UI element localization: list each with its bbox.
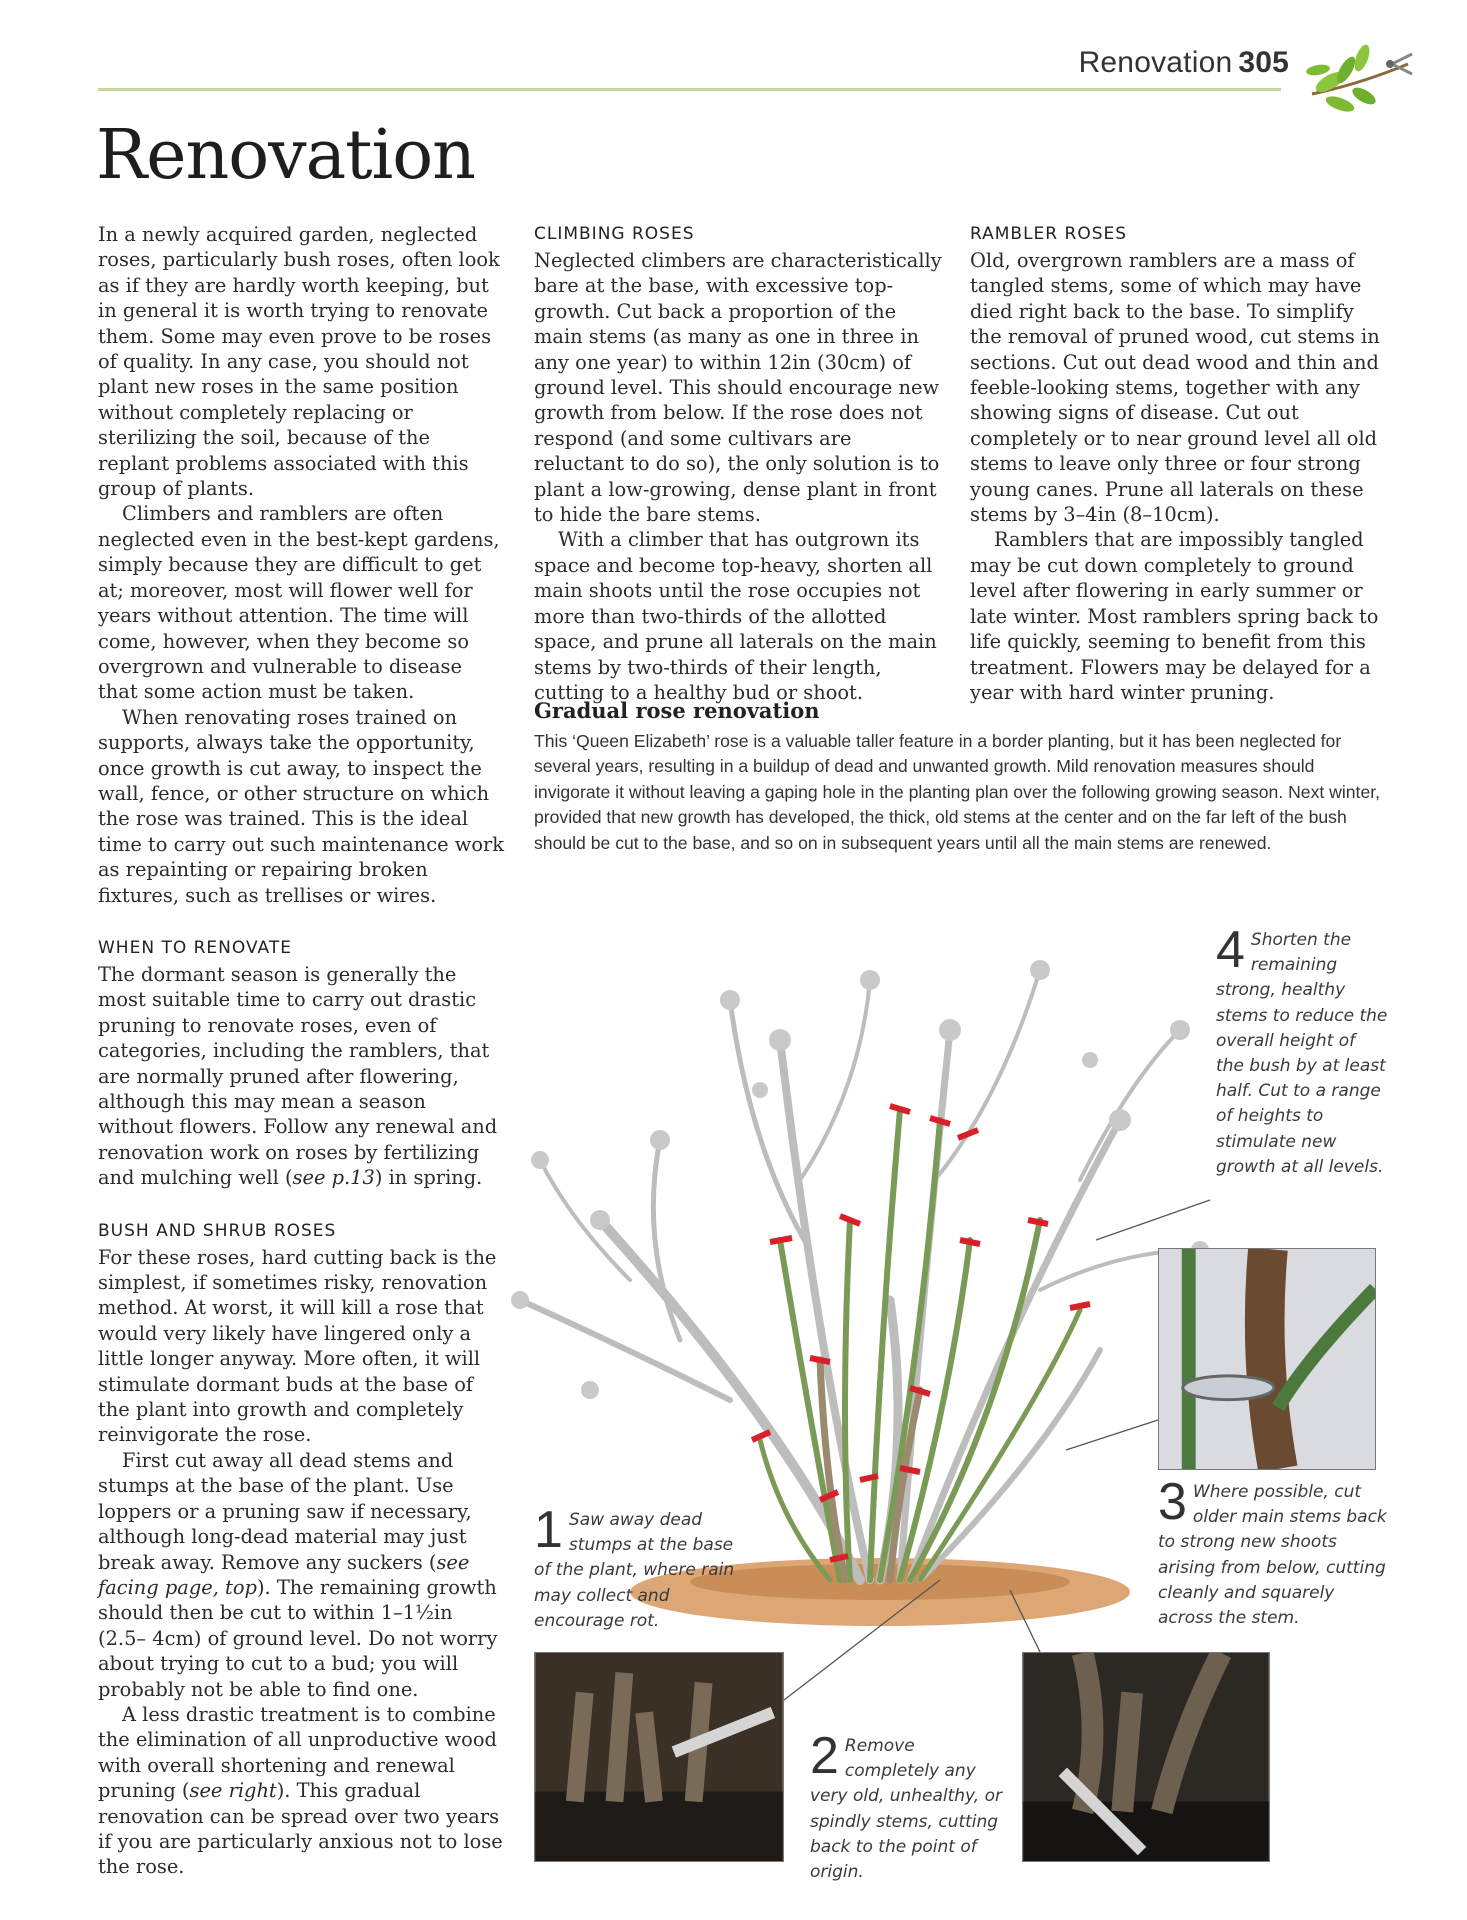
photo-saw-stumps xyxy=(534,1652,784,1862)
column-2 xyxy=(534,222,944,705)
step-2-callout xyxy=(810,1727,1010,1885)
step-number: 3 xyxy=(1158,1473,1187,1531)
climbing-paragraph-1: Neglected climbers are characteristically bare at the base, with excessive top-growth. Cut back a proportion of the main stems (as many as one in three in any one year) to within 12in (30cm) of ground level. This should encourage new growth from below. If the rose does not respond (and some cultivars are reluctant to do so), the only solution is to plant a low-growing, dense plant in front to hide the bare stems. xyxy=(534,249,942,527)
step-4-callout xyxy=(1216,921,1388,1180)
bush-paragraph-2: First cut away all dead stems and stumps at the base of the plant. Use loppers or a pruning saw if necessary, although long-dead material may just break away. Remove any suckers (see facing page, top). The remaining growth should then be cut to within 1–1½in (2.5– 4cm) of ground level. Do not worry about trying to cut to a bud; you will probably not be able to find one. xyxy=(98,1448,498,1701)
step-number: 4 xyxy=(1216,921,1245,979)
intro-paragraph-1: In a newly acquired garden, neglected roses, particularly bush roses, often look as if they are hardly worth keeping, but in general it is worth trying to renovate them. Some may even prove to be roses of quality. In any case, you should not plant new roses in the same position without completely replacing or sterilizing the soil, because of the replant problems associated with this group of plants. xyxy=(98,223,500,501)
cross-reference: see facing page, top xyxy=(98,1550,470,1599)
bush-paragraph-3: A less drastic treatment is to combine the elimination of all unproductive wood with overall shortening and renewal pruning (see right). This gradual renovation can be spread over two years if you are particularly anxious not to lose the rose. xyxy=(98,1702,503,1879)
photo-cut-above-shoot xyxy=(1158,1248,1376,1470)
cross-reference: see right xyxy=(189,1779,277,1803)
header-rule xyxy=(98,88,1281,91)
bush-shrub-roses-heading: BUSH AND SHRUB ROSES xyxy=(98,1220,337,1241)
leaf-sprig-icon xyxy=(1300,34,1420,130)
intro-paragraph-3: When renovating roses trained on supports, always take the opportunity, once growth is cut away, to inspect the wall, fence, or other structure on which the rose was trained. This is the ideal time to carry out such maintenance work as repainting or repairing broken fixtures, such as trellises or wires. xyxy=(98,705,505,907)
rambler-paragraph-1: Old, overgrown ramblers are a mass of tangled stems, some of which may have died right back to the base. To simplify the removal of pruned wood, cut stems in sections. Cut out dead wood and thin and feeble-looking stems, together with any showing signs of disease. Cut out completely or to near ground level all old stems to leave only three or four strong young canes. Prune all laterals on these stems by 3–4in (8–10cm). xyxy=(970,249,1380,527)
climbing-roses-heading: CLIMBING ROSES xyxy=(534,224,695,244)
photo-remove-old-stem xyxy=(1022,1652,1270,1862)
feature-caption: This ‘Queen Elizabeth’ rose is a valuable taller feature in a border planting, but it has been neglected for several years, resulting in a buildup of dead and unwanted growth. Mild renovation measures should invigorate it without leaving a gaping hole in the planting plan over the following growing season. Next winter, provided that new growth has developed, the thick, old stems at the center and on the far left of the bush should be cut to the base, and so on in subsequent years until all the main stems are renewed. xyxy=(534,731,1381,853)
page-number: 305 xyxy=(1238,46,1289,79)
when-to-renovate-heading: WHEN TO RENOVATE xyxy=(98,937,292,958)
step-text: Where possible, cut older main stems back to strong new shoots arising from below, cutting cleanly and squarely across the stem. xyxy=(1158,1482,1387,1629)
step-text: Remove completely any very old, unhealthy, or spindly stems, cutting back to the point of origin. xyxy=(810,1736,1002,1883)
step-number: 2 xyxy=(810,1727,839,1785)
intro-paragraph-2: Climbers and ramblers are often neglected even in the best-kept gardens, simply because they are difficult to get at; moreover, most will flower well for years without attention. The time will come, however, when they become so overgrown and vulnerable to disease that some action must be taken. xyxy=(98,502,500,704)
old-growth-silhouette xyxy=(520,970,1200,1580)
climbing-paragraph-2: With a climber that has outgrown its space and become top-heavy, shorten all main shoots until the rose occupies not more than two-thirds of the allotted space, and prune all laterals on the main stems by two-thirds of their length, cutting to a healthy bud or shoot. xyxy=(534,528,937,704)
section-name: Renovation xyxy=(1078,46,1233,79)
rambler-roses-heading: RAMBLER ROSES xyxy=(970,224,1128,244)
bush-paragraph-1: For these roses, hard cutting back is the simplest, if sometimes risky, renovation method. At worst, it will kill a rose that would very likely have lingered only a little longer anyway. More often, it will stimulate dormant buds at the base of the plant into growth and completely reinvigorate the rose. xyxy=(98,1245,497,1447)
column-1 xyxy=(98,222,506,1880)
leaf-silhouettes xyxy=(511,960,1209,1399)
step-number: 1 xyxy=(534,1501,563,1559)
column-3 xyxy=(970,222,1380,705)
step-text: Saw away dead stumps at the base of the plant, where rain may collect and encourage rot. xyxy=(534,1510,735,1631)
feature-box xyxy=(534,698,1394,856)
step-text: Shorten the remaining strong, healthy stems to reduce the overall height of the bush by at least half. Cut to a range of heights to stimulate new growth at all levels. xyxy=(1216,930,1388,1177)
feature-title: Gradual rose renovation xyxy=(534,698,820,723)
when-to-renovate-text: The dormant season is generally the most suitable time to carry out drastic pruning to renovate roses, even of categories, including the ramblers, that are normally pruned after flowering, although this may mean a season without flowers. Follow any renewal and renovation work on roses by fertilizing and mulching well (see p.13) in spring. xyxy=(98,962,498,1190)
cross-reference: see p.13 xyxy=(292,1166,375,1190)
step-3-callout xyxy=(1158,1473,1388,1631)
rambler-paragraph-2: Ramblers that are impossibly tangled may be cut down completely to ground level after flowering in early summer or late winter. Most ramblers spring back to life quickly, seeming to benefit from this treatment. Flowers may be delayed for a year with hard winter pruning. xyxy=(970,528,1379,704)
running-head xyxy=(1079,46,1289,80)
step-1-callout xyxy=(534,1501,744,1634)
page-title: Renovation xyxy=(96,116,475,195)
